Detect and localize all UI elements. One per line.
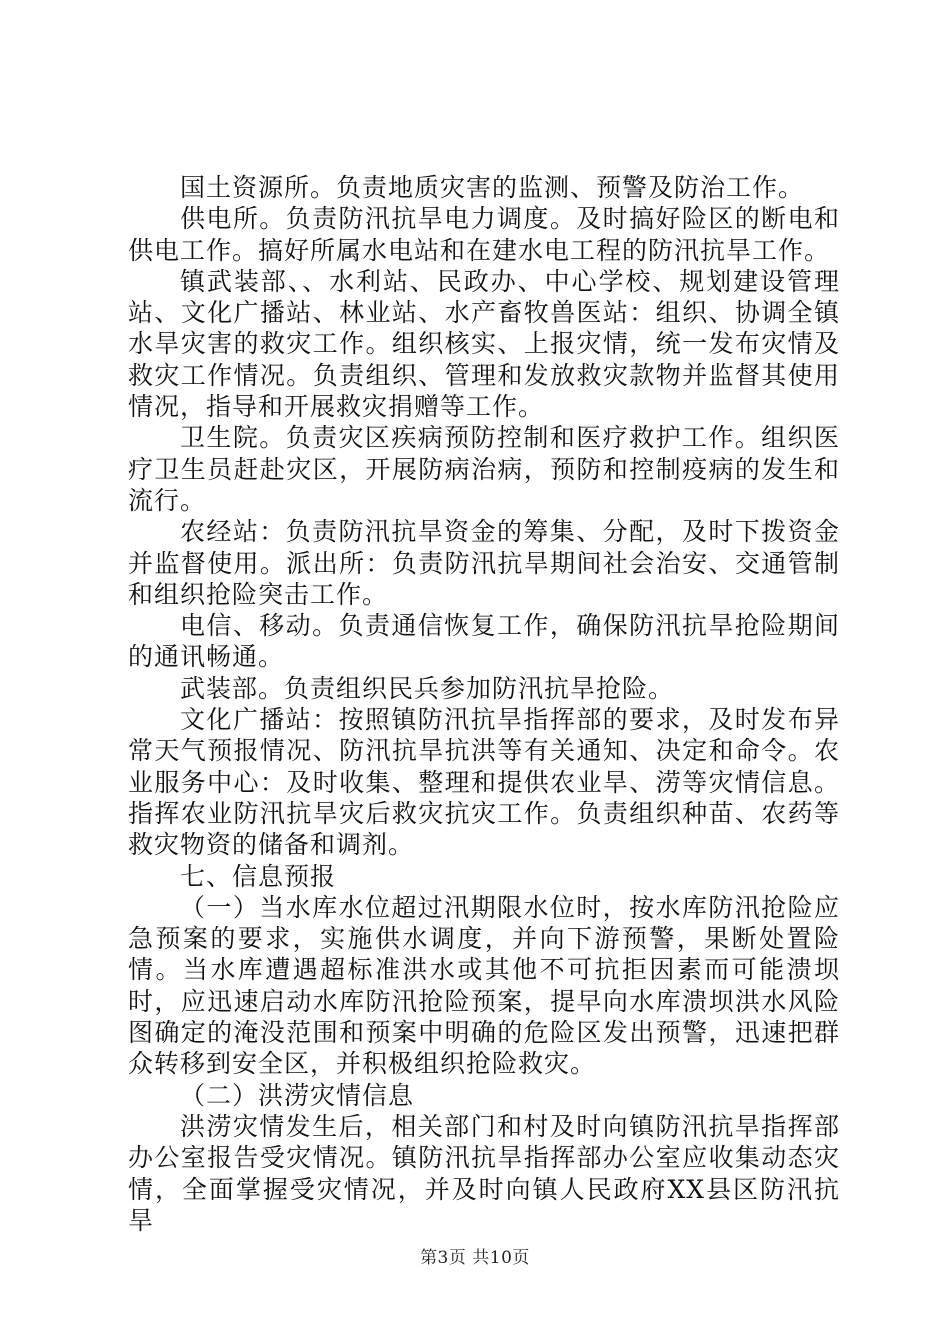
paragraph-broadcast-station: 文化广播站：按照镇防汛抗旱指挥部的要求，及时发布异常天气预报情况、防汛抗旱抗洪等有关通知、决定和命令。农业服务中心：及时收集、整理和提供农业旱、涝等灾情信息。指挥农业防汛抗旱灾后救灾抗灾工作。负责组织种苗、农药等救灾物资的储备和调剂。 [128, 705, 840, 860]
paragraph-health-center: 卫生院。负责灾区疾病预防控制和医疗救护工作。组织医疗卫生员赶赴灾区，开展防病治病，预防和控制疫病的发生和流行。 [128, 423, 840, 515]
paragraph-militia: 武装部。负责组织民兵参加防汛抗旱抢险。 [180, 673, 675, 703]
paragraph-armed-forces-departments: 镇武装部、、水利站、民政办、中心学校、规划建设管理站、文化广播站、林业站、水产畜牧兽医站：组织、协调全镇水旱灾害的救灾工作。组织核实、上报灾情，统一发布灾情及救灾工作情况。负责组织、管理和发放救灾款物并监督其使用情况，指导和开展救灾捐赠等工作。 [128, 266, 840, 422]
paragraph-land-resources: 国土资源所。负责地质灾害的监测、预警及防治工作。 [180, 173, 805, 202]
paragraph-reservoir-warning: （一）当水库水位超过汛期限水位时，按水库防汛抢险应急预案的要求，实施供水调度，并向下游预警，果断处置险情。当水库遭遇超标准洪水或其他不可抗拒因素而可能溃坝时，应迅速启动水库防汛抢险预案，提早向水库溃坝洪水风险图确定的淹没范围和预案中明确的危险区发出预警，迅速把群众转移到安全区，并积极组织抢险救灾。 [128, 892, 840, 1079]
paragraph-flood-reporting: 洪涝灾情发生后，相关部门和村及时向镇防汛抗旱指挥部办公室报告受灾情况。镇防汛抗旱指挥部办公室应收集动态灾情，全面掌握受灾情况，并及时向镇人民政府XX县区防汛抗旱 [128, 1111, 840, 1235]
section-heading-info-forecast: 七、信息预报 [180, 861, 337, 891]
document-body [128, 172, 840, 1236]
paragraph-power-supply: 供电所。负责防汛抗旱电力调度。及时搞好险区的断电和供电工作。搞好所属水电站和在建水电工程的防汛抗旱工作。 [128, 204, 840, 265]
page-number-footer: 第3页 共10页 [420, 1248, 530, 1268]
paragraph-economic-station: 农经站：负责防汛抗旱资金的筹集、分配，及时下拨资金并监督使用。派出所：负责防汛抗旱期间社会治安、交通管制和组织抢险突击工作。 [128, 517, 840, 609]
paragraph-telecom: 电信、移动。负责通信恢复工作，确保防汛抗旱抢险期间的通讯畅通。 [128, 611, 840, 672]
subheading-flood-info: （二）洪涝灾情信息 [180, 1080, 415, 1110]
